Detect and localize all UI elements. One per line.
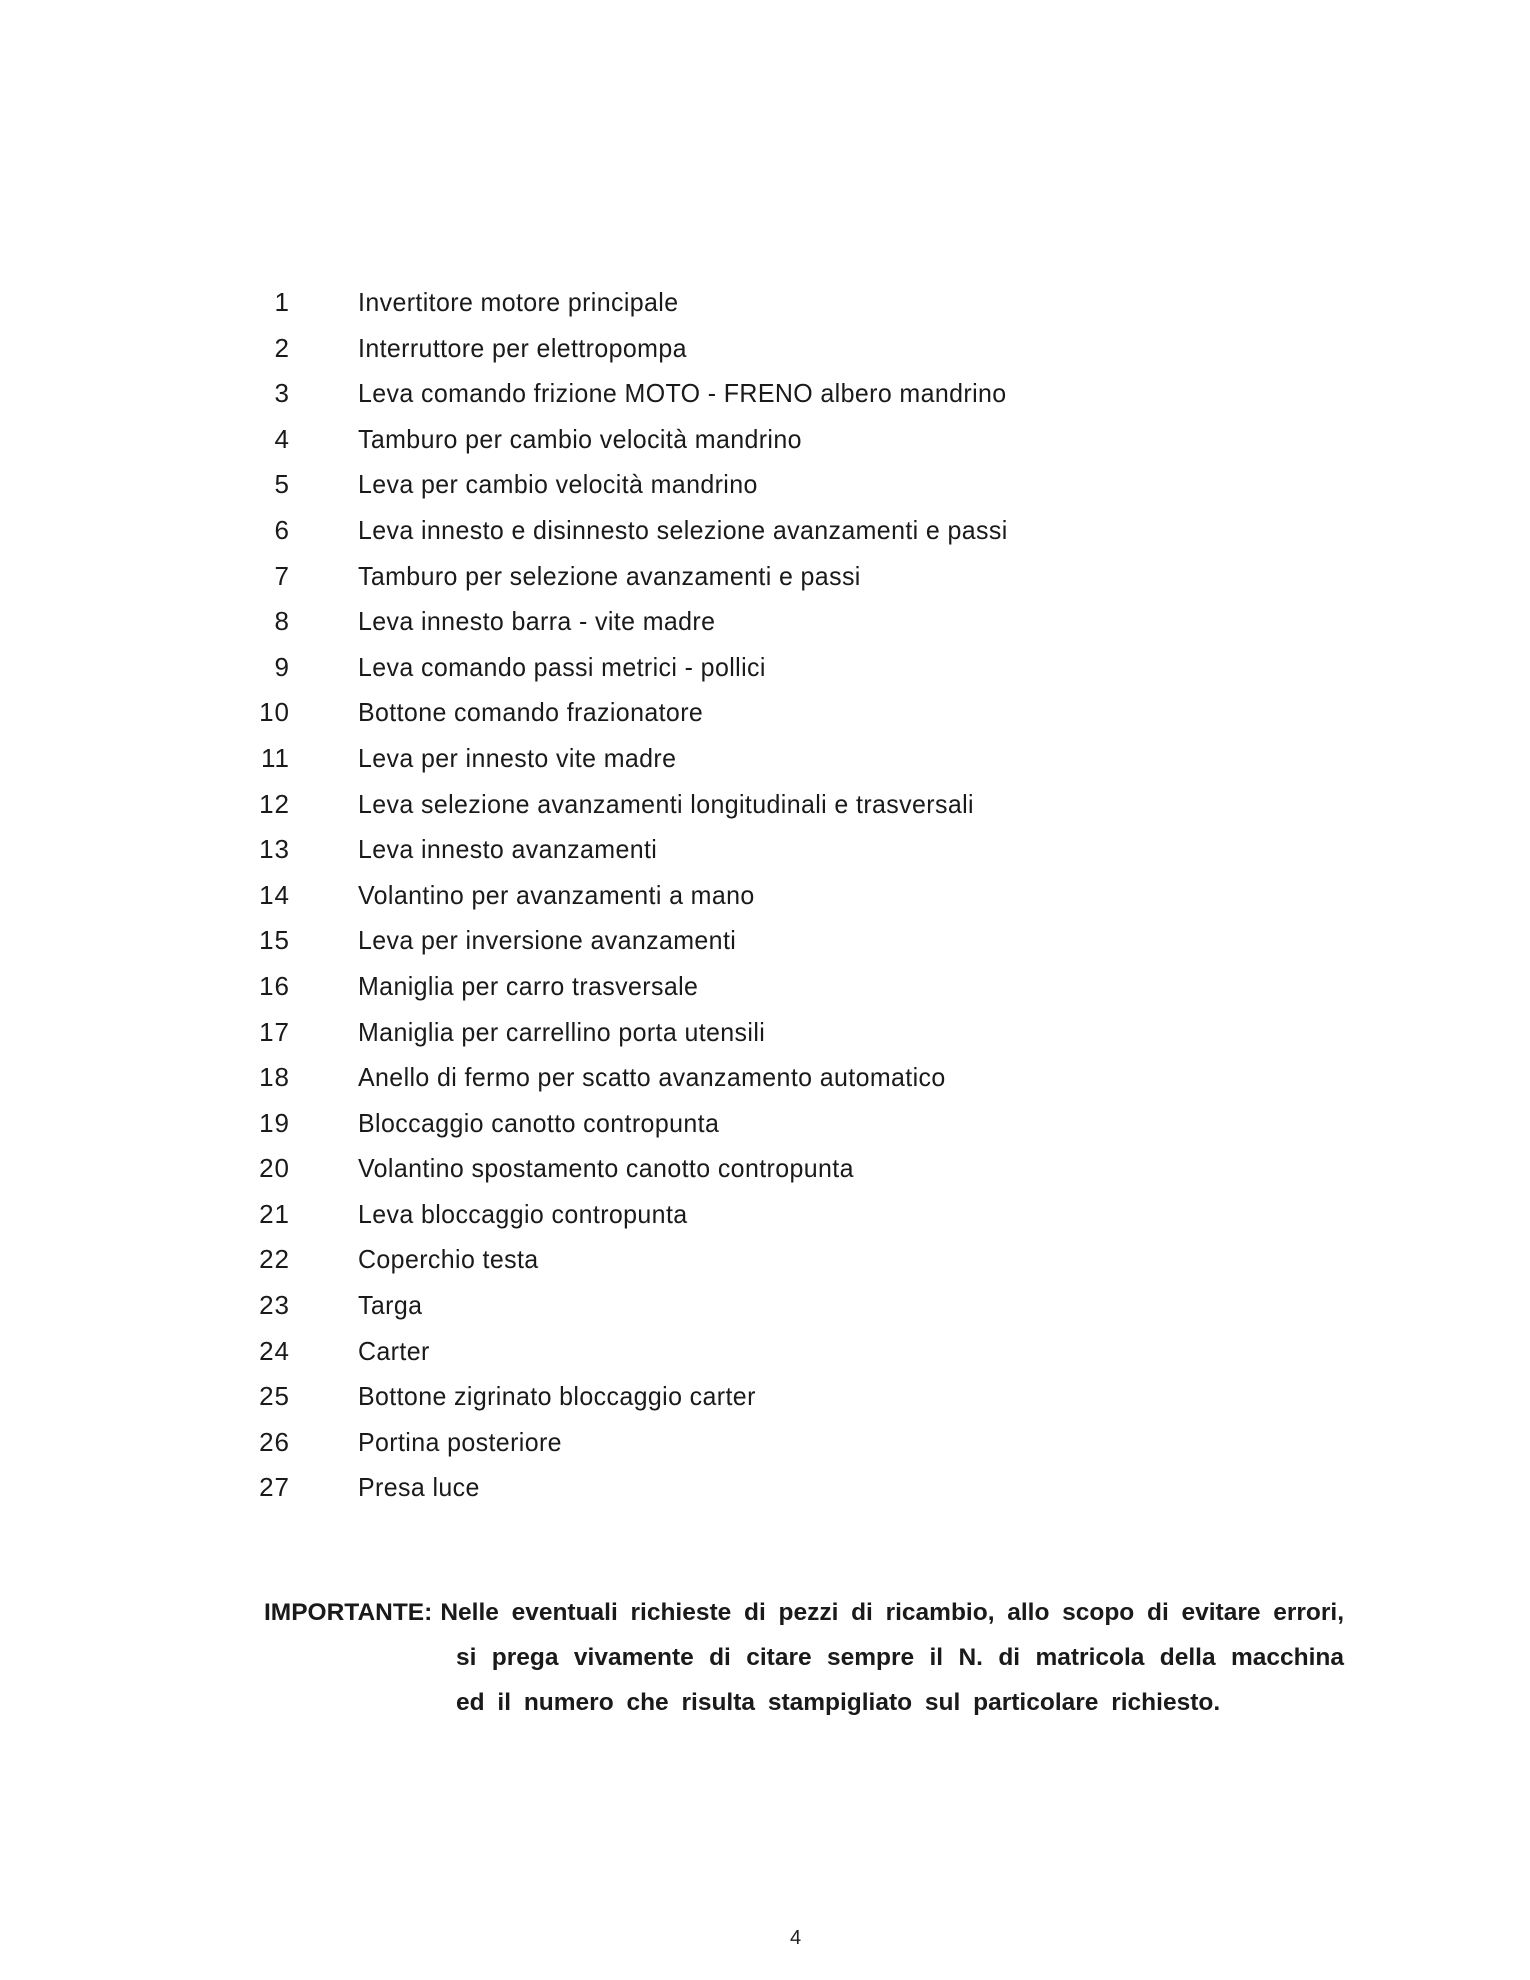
item-number: 17 [259, 1016, 290, 1047]
item-description: Leva innesto e disinnesto selezione avanzamenti e passi [358, 514, 1008, 545]
list-item [0, 830, 1530, 876]
list-item [0, 1332, 1530, 1378]
important-label: IMPORTANTE: [264, 1599, 433, 1626]
item-description: Tamburo per selezione avanzamenti e passi [358, 560, 861, 591]
item-number: 6 [274, 514, 290, 545]
important-text-line-1: Nelle eventuali richieste di pezzi di ricambio, allo scopo di evitare errori, [440, 1599, 1344, 1626]
list-item [0, 1149, 1530, 1195]
list-item [0, 693, 1530, 739]
item-description: Maniglia per carrellino porta utensili [358, 1016, 766, 1047]
item-description: Bloccaggio canotto contropunta [358, 1107, 720, 1138]
item-description: Volantino spostamento canotto contropunta [358, 1153, 854, 1184]
item-description: Coperchio testa [358, 1244, 539, 1275]
item-number: 12 [259, 788, 290, 819]
item-description: Anello di fermo per scatto avanzamento automatico [358, 1062, 946, 1093]
item-number: 9 [274, 651, 290, 682]
list-item [0, 1240, 1530, 1286]
important-note-line-1 [264, 1590, 1344, 1635]
list-item [0, 1377, 1530, 1423]
item-number: 15 [259, 925, 290, 956]
item-description: Volantino per avanzamenti a mano [358, 879, 755, 910]
list-item [0, 1058, 1530, 1104]
list-item [0, 420, 1530, 466]
list-item [0, 785, 1530, 831]
list-item [0, 602, 1530, 648]
item-number: 18 [259, 1062, 290, 1093]
item-number: 14 [259, 879, 290, 910]
item-description: Bottone zigrinato bloccaggio carter [358, 1381, 756, 1412]
item-description: Leva per innesto vite madre [358, 742, 677, 773]
item-description: Leva selezione avanzamenti longitudinali e trasversali [358, 788, 974, 819]
item-description: Tamburo per cambio velocità mandrino [358, 423, 802, 454]
item-number: 20 [259, 1153, 290, 1184]
important-note-line-2: si prega vivamente di citare sempre il N. di matricola della macchina [456, 1644, 1344, 1671]
list-item [0, 329, 1530, 375]
list-item [0, 1423, 1530, 1469]
item-number: 10 [259, 697, 290, 728]
list-item [0, 1195, 1530, 1241]
item-number: 19 [259, 1107, 290, 1138]
list-item [0, 876, 1530, 922]
list-item [0, 465, 1530, 511]
item-number: 25 [259, 1381, 290, 1412]
item-description: Bottone comando frazionatore [358, 697, 704, 728]
list-item [0, 739, 1530, 785]
item-number: 24 [259, 1335, 290, 1366]
item-number: 21 [259, 1198, 290, 1229]
item-number: 4 [274, 423, 290, 454]
item-number: 8 [274, 606, 290, 637]
item-number: 13 [259, 834, 290, 865]
list-item [0, 283, 1530, 329]
item-description: Presa luce [358, 1472, 480, 1503]
list-item [0, 1286, 1530, 1332]
important-note [264, 1590, 1344, 1725]
item-description: Invertitore motore principale [358, 287, 679, 317]
item-description: Maniglia per carro trasversale [358, 970, 699, 1001]
item-description: Leva comando passi metrici - pollici [358, 651, 766, 682]
item-number: 27 [259, 1472, 290, 1503]
list-item [0, 1104, 1530, 1150]
item-description: Leva per inversione avanzamenti [358, 925, 737, 956]
item-description: Leva bloccaggio contropunta [358, 1198, 688, 1229]
item-description: Targa [358, 1290, 423, 1321]
parts-list [0, 283, 1530, 1514]
list-item [0, 648, 1530, 694]
item-number: 7 [274, 560, 290, 591]
item-number: 1 [274, 287, 290, 317]
item-description: Leva innesto barra - vite madre [358, 606, 716, 637]
list-item [0, 1468, 1530, 1514]
item-description: Carter [358, 1335, 430, 1366]
page-number: 4 [790, 1927, 802, 1949]
item-description: Leva per cambio velocità mandrino [358, 469, 758, 500]
item-description: Portina posteriore [358, 1426, 562, 1457]
item-description: Leva comando frizione MOTO - FRENO albero mandrino [358, 378, 1007, 409]
list-item [0, 921, 1530, 967]
list-item [0, 1013, 1530, 1059]
item-number: 2 [274, 332, 290, 363]
item-description: Leva innesto avanzamenti [358, 834, 658, 865]
item-number: 3 [274, 378, 290, 409]
list-item [0, 374, 1530, 420]
item-number: 23 [259, 1290, 290, 1321]
item-number: 26 [259, 1426, 290, 1457]
item-description: Interruttore per elettropompa [358, 332, 687, 363]
list-item [0, 511, 1530, 557]
list-item [0, 557, 1530, 603]
item-number: 5 [274, 469, 290, 500]
list-item [0, 967, 1530, 1013]
item-number: 11 [261, 742, 290, 773]
item-number: 22 [259, 1244, 290, 1275]
item-number: 16 [259, 970, 290, 1001]
important-note-line-3: ed il numero che risulta stampigliato sul particolare richiesto. [456, 1689, 1221, 1716]
